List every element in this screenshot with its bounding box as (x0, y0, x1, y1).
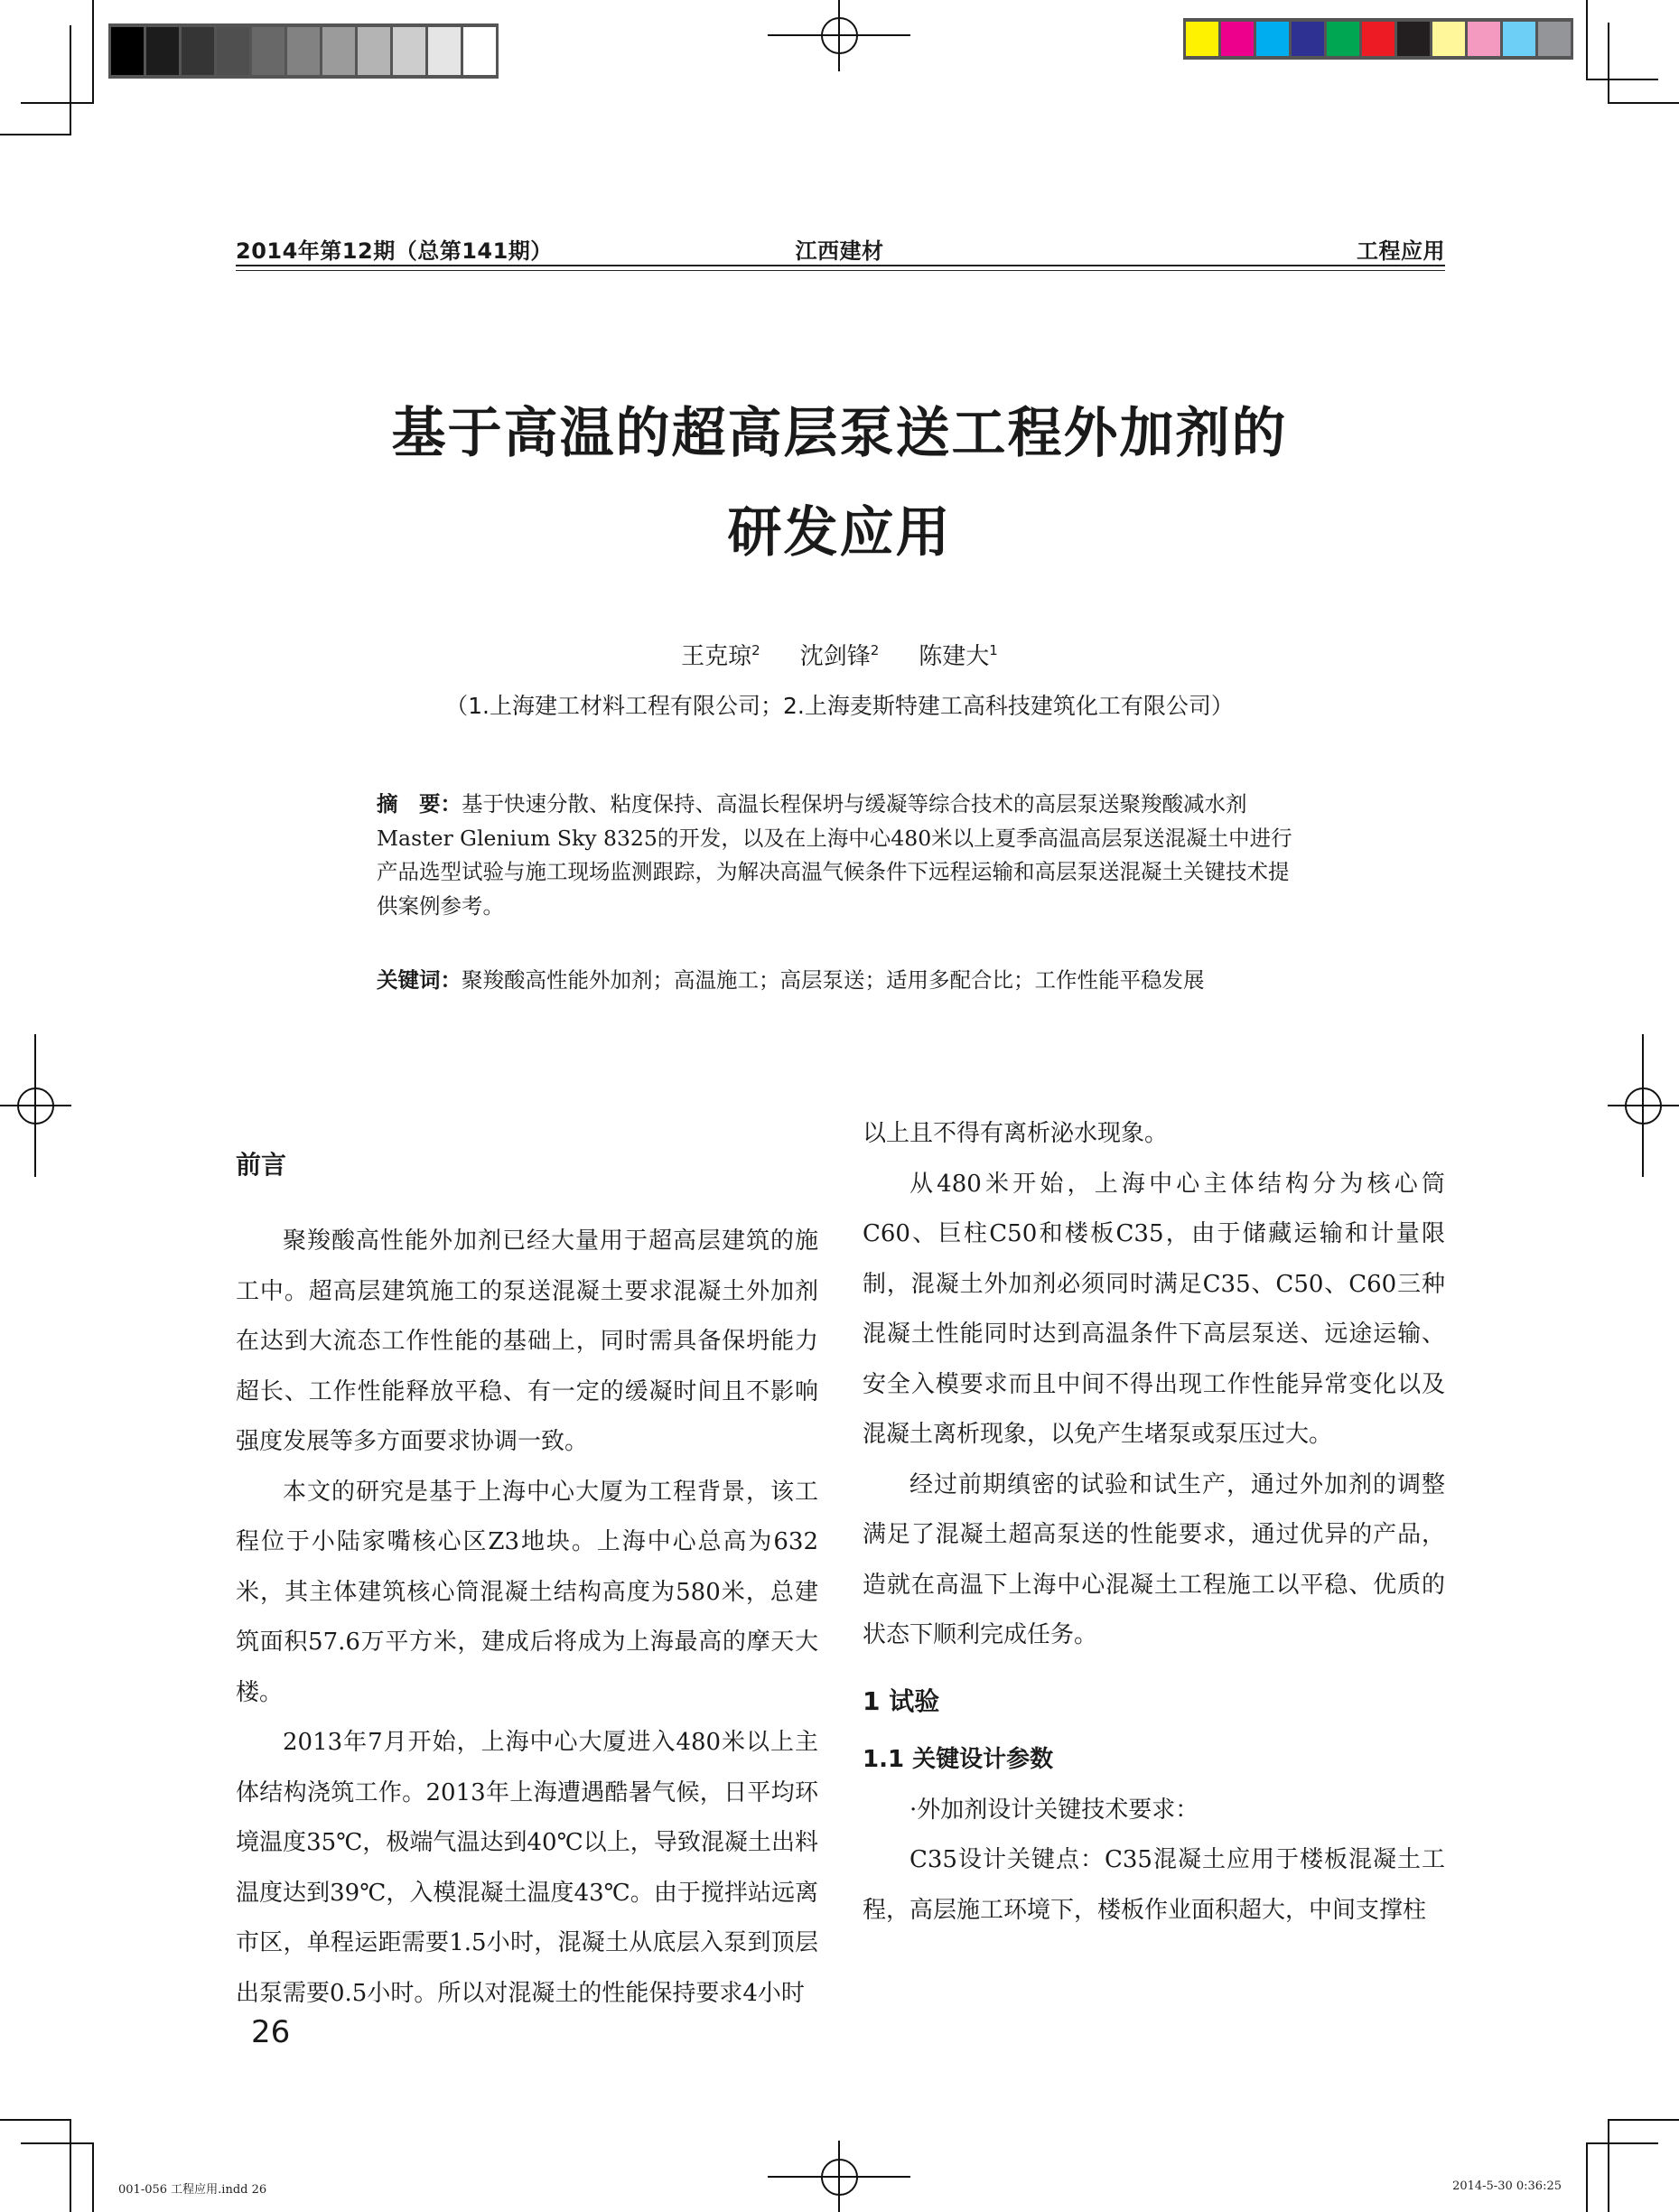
header-section: 工程应用 (1357, 238, 1445, 264)
abstract-label: 摘 要： (377, 791, 462, 817)
paragraph: 从480米开始，上海中心主体结构分为核心筒C60、巨柱C50和楼板C35，由于储藏运输和计量限制，混凝土外加剂必须同时满足C35、C50、C60三种混凝土性能同时达到高温条件下高层泵送、远途运输、安全入模要求而且中间不得出现工作性能异常变化以及混凝土离析现象，以免产生堵泵或泵压过大。 (863, 1170, 1445, 1448)
affiliation-index: 2 (870, 642, 880, 658)
gray-swatch (146, 27, 179, 75)
color-swatch (1292, 22, 1324, 56)
color-swatch (1221, 22, 1254, 56)
section-heading-experiment: 1 试验 (863, 1685, 940, 1716)
article-title-line-2: 研发应用 (727, 501, 952, 565)
section-heading-preface: 前言 (236, 1150, 287, 1180)
header-rule-bottom (236, 270, 1445, 271)
affiliation: （1.上海建工材料工程有限公司；2.上海麦斯特建工高科技建筑化工有限公司） (445, 693, 1234, 719)
affiliation-index: 2 (751, 642, 760, 658)
gray-swatch (182, 27, 214, 75)
page-number: 26 (251, 2014, 291, 2050)
header-rule-top (236, 265, 1445, 266)
color-swatch (1538, 22, 1571, 56)
gray-swatch (358, 27, 390, 75)
grayscale-calibration-bar (108, 23, 499, 79)
color-swatch (1397, 22, 1430, 56)
paragraph: 聚羧酸高性能外加剂已经大量用于超高层建筑的施工中。超高层建筑施工的泵送混凝土要求混凝土外加剂在达到大流态工作性能的基础上，同时需具备保坍能力超长、工作性能释放平稳、有一定的缓凝时间且不影响强度发展等多方面要求协调一致。 (236, 1227, 818, 1455)
color-swatch (1186, 22, 1218, 56)
color-swatch (1327, 22, 1359, 56)
color-swatch (1362, 22, 1395, 56)
subsection-heading-design-parameters: 1.1 关键设计参数 (863, 1745, 1054, 1773)
bullet-item: ·外加剂设计关键技术要求： (909, 1796, 1199, 1824)
paragraph: 经过前期缜密的试验和试生产，通过外加剂的调整满足了混凝土超高泵送的性能要求，通过优异的产品，造就在高温下上海中心混凝土工程施工以平稳、优质的状态下顺利完成任务。 (863, 1470, 1445, 1648)
affiliation-index: 1 (989, 642, 998, 658)
author-list (0, 638, 1679, 671)
paragraph: 本文的研究是基于上海中心大厦为工程背景，该工程位于小陆家嘴核心区Z3地块。上海中心总高为632米，其主体建筑核心筒混凝土结构高度为580米，总建筑面积57.6万平方米，建成后将成为上海最高的摩天大楼。 (236, 1478, 818, 1706)
gray-swatch (463, 27, 496, 75)
gray-swatch (252, 27, 284, 75)
slug-filename: 001-056 工程应用.indd 26 (118, 2183, 267, 2197)
gray-swatch (111, 27, 144, 75)
gray-swatch (428, 27, 461, 75)
author-name: 沈剑锋 (799, 643, 871, 670)
right-column (863, 1109, 1445, 1936)
author (800, 643, 880, 670)
color-swatch (1503, 22, 1535, 56)
author (681, 643, 760, 670)
article-title-line-1: 基于高温的超高层泵送工程外加剂的 (391, 402, 1288, 465)
gray-swatch (393, 27, 425, 75)
header-issue: 2014年第12期（总第141期） (236, 238, 553, 264)
gray-swatch (217, 27, 249, 75)
header-journal: 江西建材 (795, 238, 884, 264)
paragraph: C35设计关键点：C35混凝土应用于楼板混凝土工程，高层施工环境下，楼板作业面积超大，中间支撑柱 (863, 1846, 1445, 1924)
paragraph: 2013年7月开始，上海中心大厦进入480米以上主体结构浇筑工作。2013年上海遭遇酷暑气候，日平均环境温度35℃，极端气温达到40℃以上，导致混凝土出料温度达到39℃，入模混凝土温度43℃。由于搅拌站远离市区，单程运距需要1.5小时，混凝土从底层入泵到顶层出泵需要0.5小时。所以对混凝土的性能保持要求4小时 (236, 1729, 818, 2007)
author (919, 643, 998, 670)
keywords-text: 聚羧酸高性能外加剂；高温施工；高层泵送；适用多配合比；工作性能平稳发展 (462, 967, 1205, 993)
color-swatch (1432, 22, 1465, 56)
slug-timestamp: 2014-5-30 0:36:25 (1452, 2179, 1562, 2193)
keywords-label: 关键词： (377, 967, 462, 993)
color-swatch (1256, 22, 1289, 56)
abstract (377, 788, 1305, 923)
left-column (236, 1140, 818, 2019)
keywords (377, 963, 1370, 994)
color-calibration-bar (1183, 18, 1573, 60)
abstract-text: 基于快速分散、粘度保持、高温长程保坍与缓凝等综合技术的高层泵送聚羧酸减水剂Master Glenium Sky 8325的开发，以及在上海中心480米以上夏季高温高层泵送混凝土中进行产品选型试验与施工现场监测跟踪，为解决高温气候条件下远程运输和高层泵送混凝土关键技术提供案例参考。 (377, 791, 1292, 919)
author-name: 陈建大 (919, 643, 990, 670)
paragraph-continuation: 以上且不得有离析泌水现象。 (863, 1120, 1169, 1147)
gray-swatch (287, 27, 320, 75)
color-swatch (1468, 22, 1500, 56)
author-name: 王克琼 (681, 643, 752, 670)
gray-swatch (322, 27, 355, 75)
